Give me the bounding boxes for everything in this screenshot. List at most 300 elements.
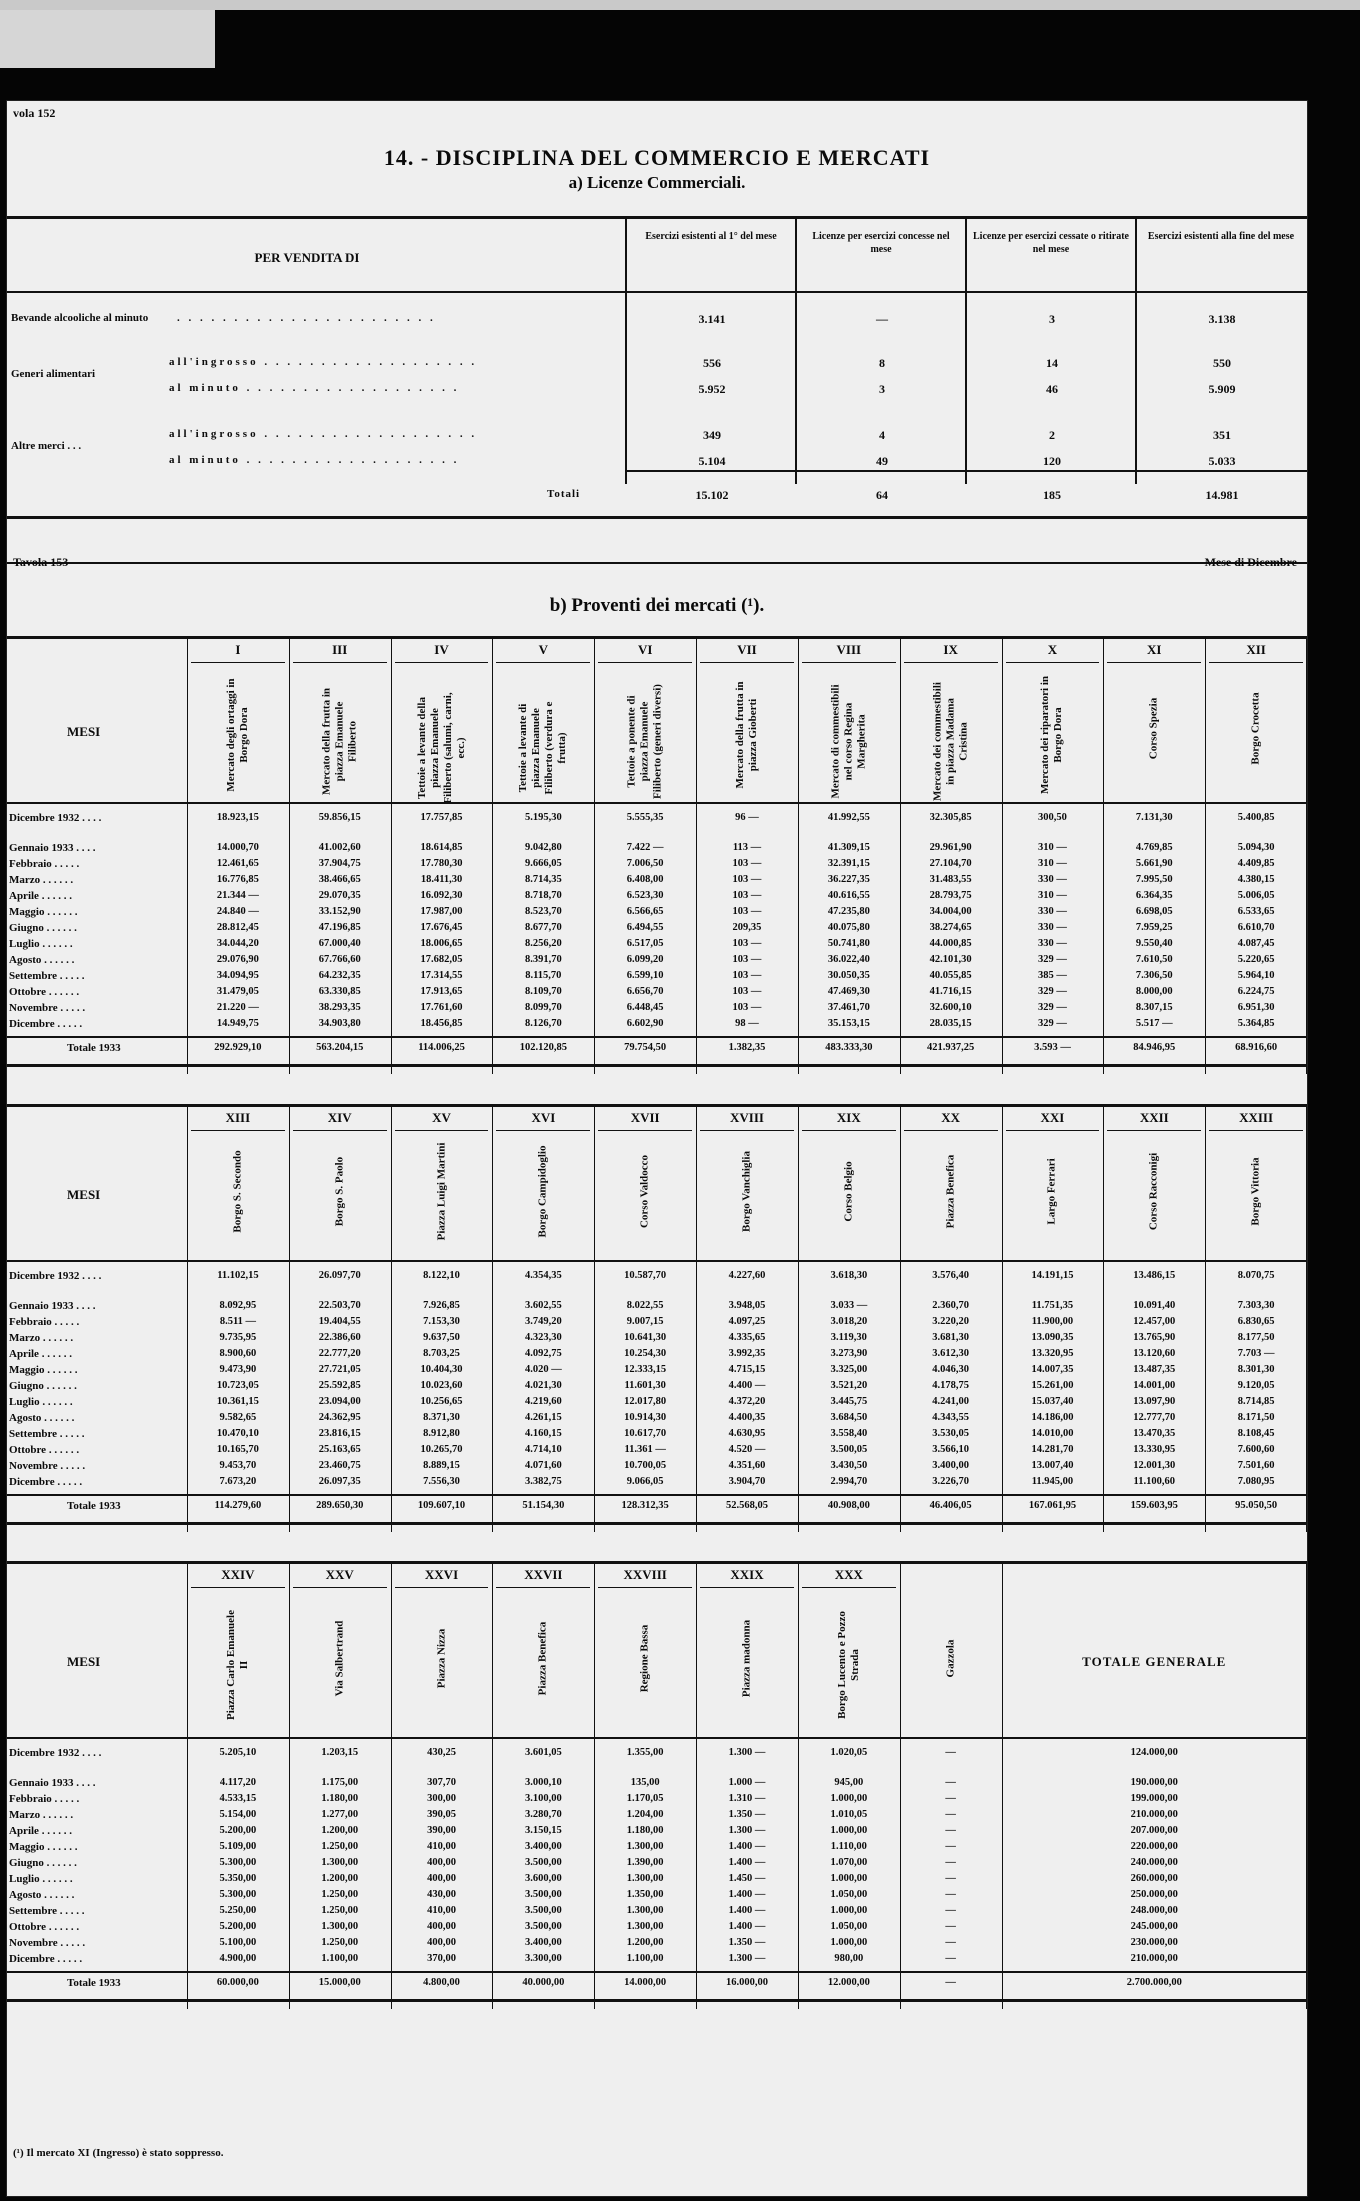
data-cell: 1.400 — (728, 1841, 766, 1852)
column-roman: XIX (836, 1110, 861, 1125)
data-cell: — (945, 1777, 956, 1788)
data-cell: 11.102,15 (217, 1270, 259, 1281)
data-cell: 190.000,00 (1130, 1777, 1178, 1788)
data-cell: 4.323,30 (524, 1332, 562, 1343)
data-cell: 7.303,30 (1237, 1300, 1275, 1311)
data-cell: 21.220 — (216, 1002, 259, 1013)
data-cell: 103 — (732, 858, 762, 869)
data-cell: 330 — (1038, 938, 1067, 949)
col-head: Licenze per esercizi cessate o ritirate nel mese (973, 231, 1129, 255)
data-cell: 3.948,05 (728, 1300, 766, 1311)
data-cell: 17.761,60 (420, 1002, 463, 1013)
data-cell: 41.716,15 (929, 986, 972, 997)
data-cell: 1.180,00 (626, 1825, 664, 1836)
horizontal-rule (496, 662, 590, 663)
data-cell: 8.301,30 (1237, 1364, 1275, 1375)
total-label: Totale 1933 (67, 1042, 121, 1054)
month-label: Febbraio . . . . . (9, 858, 80, 870)
data-cell: 230.000,00 (1130, 1937, 1178, 1948)
data-cell: 210.000,00 (1130, 1809, 1178, 1820)
data-cell: 8.391,70 (524, 954, 562, 965)
data-cell: 103 — (732, 938, 762, 949)
column-roman: XXVIII (623, 1567, 667, 1582)
month-label: Luglio . . . . . . (9, 1396, 73, 1408)
data-cell: 18.456,85 (420, 1018, 463, 1029)
data-cell: 1.350,00 (626, 1889, 664, 1900)
data-cell: 103 — (732, 986, 762, 997)
cell-value: 351 (1213, 428, 1231, 442)
column-roman: XI (1147, 642, 1162, 657)
month-label: Novembre . . . . . (9, 1460, 86, 1472)
data-cell: 3.100,00 (524, 1793, 562, 1804)
data-cell: 9.637,50 (423, 1332, 460, 1343)
data-cell: 8.714,35 (524, 874, 562, 885)
column-roman: XXVII (524, 1567, 563, 1582)
data-cell: 10.587,70 (624, 1270, 667, 1281)
data-cell: 5.964,10 (1237, 970, 1275, 981)
total-cell: 4.800,00 (423, 1977, 460, 1988)
total-cell: 128.312,35 (621, 1500, 669, 1511)
data-cell: 10.254,30 (624, 1348, 667, 1359)
horizontal-rule (7, 1260, 1307, 1262)
data-cell: 3.904,70 (728, 1476, 766, 1487)
total-cell: 1.382,35 (728, 1042, 766, 1053)
column-roman: XII (1246, 642, 1266, 657)
data-cell: 16.092,30 (420, 890, 463, 901)
data-cell: 1.450 — (728, 1873, 766, 1884)
row-label: Altre merci . . . (11, 440, 82, 452)
month-label: Giugno . . . . . . (9, 1857, 77, 1869)
vertical-rule (795, 216, 797, 484)
data-cell: 29.070,35 (318, 890, 361, 901)
data-cell: 6.951,30 (1237, 1002, 1275, 1013)
data-cell: — (945, 1937, 956, 1948)
data-cell: 8.889,15 (423, 1460, 460, 1471)
data-cell: 38.274,65 (929, 922, 972, 933)
data-cell: 199.000,00 (1130, 1793, 1178, 1804)
horizontal-rule (802, 1587, 896, 1588)
data-cell: 4.372,20 (728, 1396, 766, 1407)
data-cell: 3.601,05 (524, 1747, 562, 1758)
data-cell: 11.900,00 (1031, 1316, 1074, 1327)
horizontal-rule (904, 662, 998, 663)
cell-value: 5.909 (1208, 382, 1236, 396)
data-cell: 17.682,05 (420, 954, 463, 965)
cell-value: 550 (1213, 356, 1231, 370)
data-cell: 11.751,35 (1031, 1300, 1074, 1311)
data-cell: 5.517 — (1135, 1018, 1173, 1029)
data-cell: 8.714,85 (1237, 1396, 1275, 1407)
horizontal-rule (7, 1522, 1307, 1525)
data-cell: 98 — (735, 1018, 759, 1029)
month-label: Marzo . . . . . . (9, 1809, 74, 1821)
data-cell: 3.530,05 (932, 1428, 969, 1439)
data-cell: 9.453,70 (219, 1460, 257, 1471)
data-cell: 1.250,00 (321, 1889, 359, 1900)
data-cell: 7.703 — (1237, 1348, 1275, 1359)
column-name: Mercato dei commestibili in piazza Madama Cristina (931, 682, 970, 801)
data-cell: 9.550,40 (1135, 938, 1173, 949)
total-cell: 95.050,50 (1235, 1500, 1278, 1511)
data-cell: 5.400,85 (1237, 812, 1275, 823)
data-cell: 400,00 (427, 1937, 456, 1948)
data-cell: 1.110,00 (830, 1841, 867, 1852)
data-cell: 7.080,95 (1237, 1476, 1275, 1487)
data-cell: 5.205,10 (219, 1747, 257, 1758)
data-cell: 1.300,00 (626, 1873, 664, 1884)
data-cell: 329 — (1038, 1002, 1067, 1013)
total-cell: 84.946,95 (1133, 1042, 1176, 1053)
month-label: Ottobre . . . . . . (9, 1444, 80, 1456)
section-a-title: 14. - DISCIPLINA DEL COMMERCIO E MERCATI (383, 145, 931, 170)
data-cell: 13.470,35 (1133, 1428, 1176, 1439)
data-cell: 14.949,75 (216, 1018, 259, 1029)
data-cell: 41.309,15 (827, 842, 870, 853)
data-cell: 103 — (732, 906, 762, 917)
data-cell: 310 — (1038, 842, 1067, 853)
data-cell: 6.099,20 (626, 954, 664, 965)
data-cell: 12.333,15 (624, 1364, 667, 1375)
cell-value: 556 (703, 356, 721, 370)
data-cell: 36.227,35 (827, 874, 870, 885)
total-cell: 483.333,30 (825, 1042, 873, 1053)
data-cell: 17.913,65 (420, 986, 463, 997)
data-cell: 7.995,50 (1135, 874, 1173, 885)
data-cell: 10.361,15 (216, 1396, 259, 1407)
data-cell: 10.914,30 (624, 1412, 667, 1423)
data-cell: 945,00 (834, 1777, 864, 1788)
period-label: Mese di Dicembre (1204, 555, 1297, 569)
data-cell: 1.277,00 (321, 1809, 359, 1820)
section-a-subtitle: a) Licenze Commerciali. (568, 173, 746, 192)
data-cell: 40.055,85 (929, 970, 972, 981)
column-roman: X (1047, 642, 1058, 657)
data-cell: 14.186,00 (1031, 1412, 1074, 1423)
data-cell: 17.757,85 (420, 812, 463, 823)
column-roman: XVIII (730, 1110, 764, 1125)
data-cell: 3.992,35 (728, 1348, 766, 1359)
data-cell: 14.000,70 (216, 842, 259, 853)
mesi-label: MESI (67, 1187, 101, 1202)
total-cell: 40.908,00 (827, 1500, 870, 1511)
data-cell: 330 — (1038, 874, 1067, 885)
data-cell: 1.000,00 (830, 1825, 868, 1836)
data-cell: 13.120,60 (1133, 1348, 1176, 1359)
data-cell: 5.220,65 (1237, 954, 1275, 965)
data-cell: 3.018,20 (830, 1316, 868, 1327)
cell-value: 3 (1049, 312, 1055, 326)
data-cell: 220.000,00 (1130, 1841, 1178, 1852)
data-cell: 12.777,70 (1133, 1412, 1176, 1423)
data-cell: 31.483,55 (929, 874, 972, 885)
data-cell: 390,00 (427, 1825, 456, 1836)
data-cell: 4.380,15 (1237, 874, 1275, 885)
data-cell: 63.330,85 (318, 986, 361, 997)
column-name: Borgo Vanchiglia (740, 1151, 753, 1232)
data-cell: 3.500,00 (524, 1889, 562, 1900)
horizontal-rule (627, 470, 1307, 472)
data-cell: 4.087,45 (1237, 938, 1275, 949)
data-cell: 28.812,45 (216, 922, 259, 933)
totals-label: Totali (547, 488, 581, 500)
horizontal-rule (293, 1587, 387, 1588)
data-cell: 27.721,05 (318, 1364, 361, 1375)
horizontal-rule (7, 516, 1307, 519)
horizontal-rule (7, 1064, 1307, 1067)
data-cell: 8.000,00 (1135, 986, 1173, 997)
data-cell: 430,25 (427, 1747, 456, 1758)
data-cell: 3.220,20 (932, 1316, 969, 1327)
data-cell: 245.000,00 (1130, 1921, 1178, 1932)
data-cell: 7.600,60 (1237, 1444, 1275, 1455)
horizontal-rule (191, 1587, 285, 1588)
data-cell: 4.630,95 (728, 1428, 766, 1439)
data-cell: 19.404,55 (318, 1316, 361, 1327)
row-sublabel: al minuto . . . . . . . . . . . . . . . . . . . (169, 454, 460, 466)
data-cell: 23.816,15 (318, 1428, 361, 1439)
column-name: Via Salbertrand (333, 1620, 346, 1697)
data-cell: 11.945,00 (1031, 1476, 1074, 1487)
data-cell: 8.092,95 (219, 1300, 257, 1311)
data-cell: 330 — (1038, 906, 1067, 917)
data-cell: 1.300,00 (321, 1921, 359, 1932)
data-cell: 13.765,90 (1133, 1332, 1176, 1343)
data-cell: — (945, 1809, 956, 1820)
data-cell: 17.780,30 (420, 858, 463, 869)
column-name: Corso Belgio (842, 1161, 855, 1222)
month-label: Marzo . . . . . . (9, 1332, 74, 1344)
month-label: Ottobre . . . . . . (9, 986, 80, 998)
data-cell: 3.500,00 (524, 1857, 562, 1868)
data-cell: 2.994,70 (830, 1476, 868, 1487)
data-cell: 1.355,00 (626, 1747, 664, 1758)
data-cell: 22.503,70 (318, 1300, 361, 1311)
horizontal-rule (293, 662, 387, 663)
data-cell: 209,35 (732, 922, 762, 933)
data-cell: 32.305,85 (929, 812, 972, 823)
data-cell: 7.556,30 (423, 1476, 460, 1487)
scanner-band (0, 0, 1360, 10)
total-cell: 159.603,95 (1130, 1500, 1178, 1511)
data-cell: 1.310 — (728, 1793, 766, 1804)
total-cell: 563.204,15 (316, 1042, 364, 1053)
data-cell: 6.566,65 (626, 906, 664, 917)
data-cell: 8.108,45 (1237, 1428, 1275, 1439)
data-cell: 124.000,00 (1130, 1747, 1178, 1758)
footnote: (¹) Il mercato XI (Ingresso) è stato soppresso. (13, 2147, 224, 2159)
data-cell: 4.261,15 (524, 1412, 562, 1423)
data-cell: 26.097,70 (318, 1270, 361, 1281)
data-cell: 35.153,15 (827, 1018, 870, 1029)
data-cell: 8.523,70 (524, 906, 562, 917)
horizontal-rule (395, 662, 489, 663)
horizontal-rule (395, 1587, 489, 1588)
data-cell: 3.382,75 (524, 1476, 562, 1487)
data-cell: 3.273,90 (830, 1348, 868, 1359)
horizontal-rule (598, 1587, 692, 1588)
row-dots: . . . . . . . . . . . . . . . . . . . . . . . (177, 312, 436, 324)
horizontal-rule (598, 662, 692, 663)
data-cell: 8.677,70 (524, 922, 562, 933)
data-cell: 6.224,75 (1237, 986, 1275, 997)
data-cell: 40.616,55 (827, 890, 870, 901)
data-cell: 4.335,65 (728, 1332, 766, 1343)
data-cell: — (945, 1793, 956, 1804)
column-name: Piazza Benefica (536, 1621, 549, 1696)
data-cell: 14.191,15 (1031, 1270, 1074, 1281)
data-cell: 8.718,70 (524, 890, 562, 901)
data-cell: 4.409,85 (1237, 858, 1275, 869)
data-cell: 4.092,75 (524, 1348, 562, 1359)
column-name: Borgo S. Paolo (333, 1156, 346, 1227)
column-roman: XVI (531, 1110, 556, 1125)
cell-value: 46 (1046, 382, 1058, 396)
data-cell: 4.071,60 (524, 1460, 562, 1471)
data-cell: 210.000,00 (1130, 1953, 1178, 1964)
data-cell: 11.100,60 (1133, 1476, 1175, 1487)
data-cell: 3.500,00 (524, 1905, 562, 1916)
data-cell: 7.153,30 (423, 1316, 460, 1327)
total-cell: 12.000,00 (827, 1977, 870, 1988)
data-cell: 4.117,20 (219, 1777, 256, 1788)
data-cell: 38.466,65 (318, 874, 361, 885)
data-cell: 1.203,15 (321, 1747, 359, 1758)
data-cell: 8.109,70 (524, 986, 562, 997)
data-cell: 103 — (732, 970, 762, 981)
data-cell: 59.856,15 (318, 812, 361, 823)
data-cell: 28.793,75 (929, 890, 972, 901)
data-cell: 330 — (1038, 922, 1067, 933)
data-cell: 13.330,95 (1133, 1444, 1176, 1455)
data-cell: 4.400,35 (728, 1412, 766, 1423)
column-name: Borgo Lucento e Pozzo Strada (835, 1611, 861, 1719)
data-cell: 400,00 (427, 1921, 456, 1932)
data-cell: — (945, 1953, 956, 1964)
data-cell: 1.250,00 (321, 1841, 359, 1852)
data-cell: 4.021,30 (524, 1380, 562, 1391)
horizontal-rule (7, 1737, 1307, 1739)
data-cell: 3.150,15 (524, 1825, 562, 1836)
total-cell: 102.120,85 (519, 1042, 567, 1053)
horizontal-rule (700, 662, 794, 663)
total-cell: 3.593 — (1034, 1042, 1071, 1053)
data-cell: 4.715,15 (728, 1364, 766, 1375)
total-label: Totale 1933 (67, 1977, 121, 1989)
horizontal-rule (7, 1999, 1307, 2002)
data-cell: 7.673,20 (219, 1476, 257, 1487)
column-roman: XV (432, 1110, 451, 1125)
data-cell: 1.400 — (728, 1905, 766, 1916)
total-value: 15.102 (695, 488, 729, 502)
data-cell: 8.511 — (219, 1316, 256, 1327)
month-label: Dicembre 1932 . . . . (9, 812, 102, 824)
data-cell: 7.131,30 (1135, 812, 1173, 823)
data-cell: 33.152,90 (318, 906, 361, 917)
data-cell: 5.200,00 (219, 1921, 257, 1932)
data-cell: — (945, 1873, 956, 1884)
data-cell: 3.600,00 (524, 1873, 562, 1884)
column-name: Borgo Vittoria (1249, 1157, 1262, 1226)
data-cell: 4.219,60 (524, 1396, 562, 1407)
data-cell: 11.361 — (624, 1444, 666, 1455)
data-cell: 37.461,70 (827, 1002, 870, 1013)
data-cell: 5.200,00 (219, 1825, 257, 1836)
data-cell: 103 — (732, 890, 762, 901)
data-cell: 3.430,50 (830, 1460, 868, 1471)
data-cell: 4.900,00 (219, 1953, 257, 1964)
data-cell: 1.350 — (728, 1937, 766, 1948)
data-cell: 44.000,85 (929, 938, 972, 949)
data-cell: 8.115,70 (525, 970, 562, 981)
month-label: Dicembre 1932 . . . . (9, 1747, 102, 1759)
data-cell: 1.180,00 (321, 1793, 359, 1804)
data-cell: 8.371,30 (423, 1412, 460, 1423)
data-cell: 30.050,35 (827, 970, 870, 981)
data-cell: 1.200,00 (626, 1937, 664, 1948)
document-page (6, 100, 1308, 2197)
data-cell: 4.354,35 (524, 1270, 562, 1281)
data-cell: 3.400,00 (524, 1841, 562, 1852)
data-cell: 18.614,85 (420, 842, 463, 853)
data-cell: 10.165,70 (216, 1444, 259, 1455)
column-roman: XVII (630, 1110, 660, 1125)
data-cell: 240.000,00 (1130, 1857, 1178, 1868)
data-cell: 4.351,60 (728, 1460, 766, 1471)
cell-value: 3 (879, 382, 885, 396)
data-cell: 34.004,00 (929, 906, 972, 917)
data-cell: 1.400 — (728, 1921, 766, 1932)
row-sublabel: al minuto . . . . . . . . . . . . . . . . . . . (169, 382, 460, 394)
column-roman: XXV (325, 1567, 354, 1582)
data-cell: 1.050,00 (830, 1921, 868, 1932)
data-cell: 3.500,00 (524, 1921, 562, 1932)
data-cell: — (945, 1857, 956, 1868)
data-cell: 390,05 (427, 1809, 456, 1820)
data-cell: 4.400 — (728, 1380, 766, 1391)
data-cell: 36.022,40 (827, 954, 870, 965)
data-cell: 4.227,60 (728, 1270, 766, 1281)
horizontal-rule (700, 1587, 794, 1588)
data-cell: — (945, 1747, 956, 1758)
data-cell: 34.094,95 (216, 970, 259, 981)
data-cell: 18.006,65 (420, 938, 463, 949)
data-cell: 7.006,50 (626, 858, 664, 869)
total-label: Totale 1933 (67, 1500, 121, 1512)
data-cell: 5.006,05 (1237, 890, 1275, 901)
data-cell: 3.612,30 (932, 1348, 969, 1359)
data-cell: 8.900,60 (219, 1348, 257, 1359)
data-cell: 38.293,35 (318, 1002, 361, 1013)
mesi-label: MESI (67, 724, 101, 739)
data-cell: 1.000,00 (830, 1793, 868, 1804)
data-cell: 12.017,80 (624, 1396, 667, 1407)
month-label: Dicembre 1932 . . . . (9, 1270, 102, 1282)
data-cell: 6.448,45 (626, 1002, 664, 1013)
data-cell: 37.904,75 (318, 858, 361, 869)
data-cell: 6.494,55 (626, 922, 664, 933)
data-cell: 7.610,50 (1135, 954, 1173, 965)
data-cell: 1.204,00 (626, 1809, 664, 1820)
data-cell: 26.097,35 (318, 1476, 361, 1487)
column-name: Borgo S. Secondo (231, 1150, 244, 1233)
cell-value: 3.141 (698, 312, 726, 326)
data-cell: 329 — (1038, 986, 1067, 997)
data-cell: 1.250,00 (321, 1905, 359, 1916)
cell-value: 120 (1043, 454, 1061, 468)
data-cell: 1.000,00 (830, 1905, 868, 1916)
cell-value: 3.138 (1208, 312, 1236, 326)
data-cell: 25.163,65 (318, 1444, 361, 1455)
